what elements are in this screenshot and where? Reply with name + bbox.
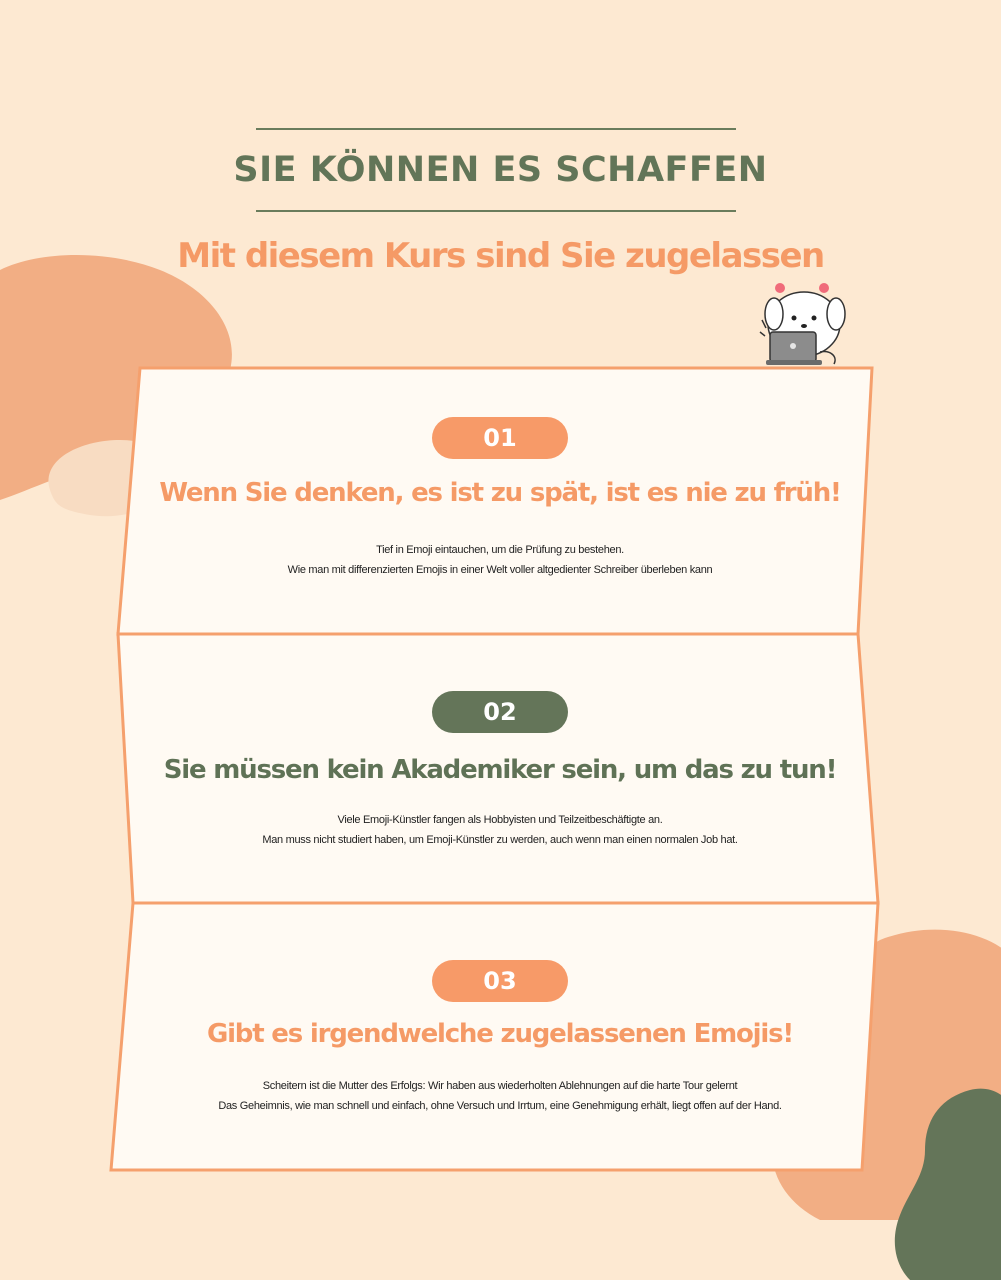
step-1-title: Wenn Sie denken, es ist zu spät, ist es nie zu früh! xyxy=(159,478,841,508)
step-2-line-2: Man muss nicht studiert haben, um Emoji-Künstler zu werden, auch wenn man einen normalen Job hat. xyxy=(262,834,738,846)
puppy-with-laptop-icon xyxy=(756,280,856,372)
step-2-line-1: Viele Emoji-Künstler fangen als Hobbyisten und Teilzeitbeschäftigte an. xyxy=(337,814,663,826)
step-2-description xyxy=(110,810,890,850)
step-3-line-2: Das Geheimnis, wie man schnell und einfach, ohne Versuch und Irrtum, eine Genehmigung erhält, liegt offen auf der Hand. xyxy=(218,1100,782,1112)
page-kicker: SIE KÖNNEN ES SCHAFFEN xyxy=(233,150,768,190)
step-3-line-1: Scheitern ist die Mutter des Erfolgs: Wir haben aus wiederholten Ablehnungen auf die harte Tour gelernt xyxy=(262,1080,738,1092)
step-3-description xyxy=(110,1076,890,1116)
step-1-line-1: Tief in Emoji eintauchen, um die Prüfung zu bestehen. xyxy=(376,544,624,556)
step-2-number-badge: 02 xyxy=(432,691,568,733)
step-3-title: Gibt es irgendwelche zugelassenen Emojis! xyxy=(206,1019,794,1049)
step-2-title: Sie müssen kein Akademiker sein, um das zu tun! xyxy=(163,755,837,785)
step-1-description xyxy=(110,540,890,580)
step-3-number-badge: 03 xyxy=(432,960,568,1002)
step-1-line-2: Wie man mit differenzierten Emojis in einer Welt voller altgedienter Schreiber überleben kann xyxy=(287,564,713,576)
step-1-number-badge: 01 xyxy=(432,417,568,459)
page-title: Mit diesem Kurs sind Sie zugelassen xyxy=(177,236,824,276)
